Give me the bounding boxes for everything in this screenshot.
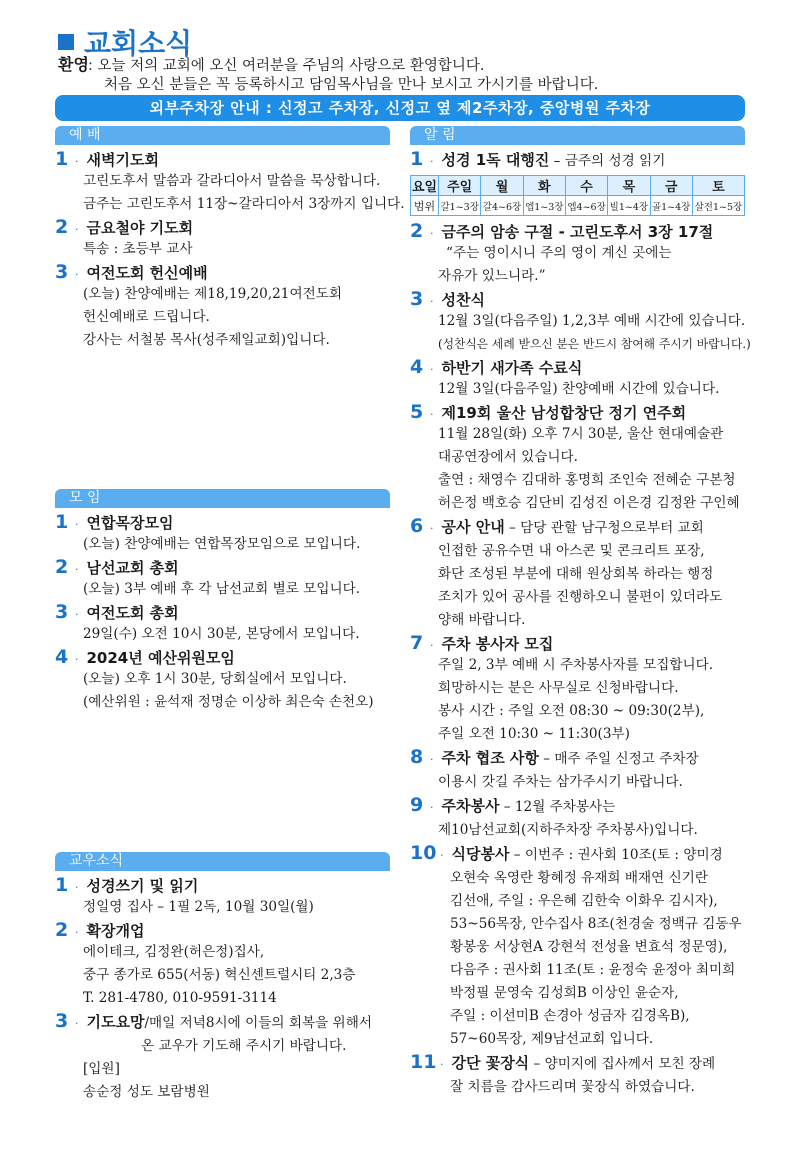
dot-icon: · <box>75 1017 79 1030</box>
item-line: (오늘) 오후 1시 30분, 당회실에서 모입니다. <box>83 671 347 687</box>
item-number: 1 <box>55 874 69 896</box>
item-line: 화단 조성된 부분에 대해 원상회복 하라는 행정 <box>438 566 714 582</box>
item-title: 연합목장모임 <box>86 514 174 532</box>
item-number: 8 <box>410 746 424 768</box>
notice-item-4 <box>410 356 745 378</box>
item-line: (예산위원 : 윤석재 정명순 이상하 최은숙 손천오) <box>83 694 374 710</box>
item-title-rest: – 양미지에 집사께서 모친 장례 <box>529 1056 716 1072</box>
item-line: (성찬식은 세례 받으신 분은 반드시 참여해 주시기 바랍니다.) <box>438 337 751 351</box>
item-line: 금주는 고린도후서 11장~갈라디아서 3장까지 입니다. <box>83 196 405 212</box>
dot-icon: · <box>430 801 434 814</box>
parking-banner: 외부주차장 안내 : 신정고 주차장, 신정고 옆 제2주차장, 중앙병원 주차장 <box>55 95 745 121</box>
dot-icon: · <box>430 522 434 535</box>
meetings-heading: 모 임 <box>55 489 390 508</box>
dot-icon: · <box>75 518 79 531</box>
page-title-text: 교회소식 <box>84 27 193 60</box>
schedule-range: 엡4~6장 <box>565 196 607 216</box>
dot-icon: · <box>75 926 79 939</box>
item-title: 강단 꽃장식 <box>451 1054 530 1072</box>
schedule-range: 갈1~3장 <box>439 196 481 216</box>
item-line: 제10남선교회(지하주차장 주차봉사)입니다. <box>438 822 698 838</box>
item-line: 허은정 백호승 김단비 김성진 이은경 김정완 구인혜 <box>438 495 740 511</box>
dot-icon: · <box>75 881 79 894</box>
dot-icon: · <box>430 227 434 240</box>
item-line: 오현숙 옥영란 황혜정 유재희 배재연 신기란 <box>450 870 708 886</box>
welcome-line-2: 처음 오신 분들은 꼭 등록하시고 담임목사님을 만나 보시고 가시기를 바랍니다. <box>104 77 599 93</box>
schedule-day: 토 <box>692 176 744 196</box>
item-line: (오늘) 3부 예배 후 각 남선교회 별로 모입니다. <box>83 581 361 597</box>
item-line: 조치가 있어 공사를 진행하오니 불편이 있더라도 <box>438 589 723 605</box>
item-title: 주차 봉사자 모집 <box>441 635 554 653</box>
item-number: 2 <box>55 216 69 238</box>
item-number: 4 <box>410 356 424 378</box>
item-line: “주는 영이시니 주의 영이 계신 곳에는 <box>446 245 672 261</box>
item-line: 주일 2, 3부 예배 시 주차봉사자를 모집합니다. <box>438 657 714 673</box>
notices-heading: 알 림 <box>410 126 745 145</box>
item-number: 3 <box>55 1010 69 1032</box>
item-title-rest: – 12월 주차봉사는 <box>499 799 616 815</box>
item-title-rest: – 매주 주일 신정고 주차장 <box>538 751 699 767</box>
item-title: 주차 협조 사항 <box>441 749 539 767</box>
item-title: 여전도회 총회 <box>86 604 179 622</box>
schedule-range-row <box>411 196 745 216</box>
item-line: 이용시 갓길 주차는 삼가주시기 바랍니다. <box>438 774 683 790</box>
item-line: 주일 : 이선미B 손경아 성금자 김경옥B), <box>450 1008 690 1024</box>
meeting-item-4 <box>55 646 390 668</box>
notice-item-1 <box>410 148 745 170</box>
schedule-day: 금 <box>650 176 692 196</box>
item-line: 자유가 있느니라.” <box>438 268 546 284</box>
item-line: 고린도후서 말씀과 갈라디아서 말씀을 묵상합니다. <box>83 173 381 189</box>
item-line: 박정필 문영숙 김성희B 이상인 윤순자, <box>450 985 679 1001</box>
notice-item-3 <box>410 288 745 310</box>
schedule-day: 월 <box>481 176 523 196</box>
item-line: 온 교우가 기도해 주시기 바랍니다. <box>141 1038 347 1054</box>
item-line: 강사는 서철봉 목사(성주제일교회)입니다. <box>83 332 330 348</box>
item-title-rest: – 담당 관할 남구청으로부터 교회 <box>504 520 704 536</box>
item-number: 1 <box>410 148 424 170</box>
schedule-day: 화 <box>523 176 565 196</box>
item-line: T. 281-4780, 010-9591-3114 <box>83 990 277 1006</box>
item-line: 12월 3일(다음주일) 1,2,3부 예배 시간에 있습니다. <box>438 313 746 329</box>
item-number: 9 <box>410 794 424 816</box>
item-number: 1 <box>55 148 69 170</box>
schedule-day: 주일 <box>439 176 481 196</box>
item-title: 성찬식 <box>441 291 485 309</box>
dot-icon: · <box>430 295 434 308</box>
worship-section <box>55 126 405 352</box>
schedule-range: 살전1~5장 <box>692 196 744 216</box>
dot-icon: · <box>430 753 434 766</box>
item-title: 2024년 예산위원모임 <box>86 649 235 667</box>
item-title: 새벽기도회 <box>86 151 159 169</box>
schedule-row-label: 요일 <box>411 176 439 196</box>
dot-icon: · <box>430 363 434 376</box>
item-number: 5 <box>410 401 424 423</box>
dot-icon: · <box>75 608 79 621</box>
schedule-range: 갈4~6장 <box>481 196 523 216</box>
item-number: 7 <box>410 632 424 654</box>
notice-item-8 <box>410 746 745 771</box>
dot-icon: · <box>440 849 444 862</box>
item-line: 김선애, 주일 : 우은혜 김한숙 이화우 김시자), <box>450 893 718 909</box>
meetings-section <box>55 489 390 714</box>
item-title: 주차봉사 <box>441 797 500 815</box>
worship-item-1 <box>55 148 390 170</box>
schedule-day: 수 <box>565 176 607 196</box>
dot-icon: · <box>430 155 434 168</box>
item-line: (오늘) 찬양예배는 연합목장모임으로 모입니다. <box>83 536 361 552</box>
item-line: 12월 3일(다음주일) 찬양예배 시간에 있습니다. <box>438 381 720 397</box>
item-title: 하반기 새가족 수료식 <box>441 359 583 377</box>
item-line: 다음주 : 권사회 11조(토 : 윤정숙 윤정아 최미희 <box>450 962 736 978</box>
notice-item-2 <box>410 220 745 242</box>
meeting-item-2 <box>55 556 390 578</box>
item-title-rest: /매일 저녁8시에 이들의 회복을 위해서 <box>144 1015 372 1031</box>
item-line: 주일 오전 10:30 ~ 11:30(3부) <box>438 726 630 742</box>
item-number: 3 <box>55 261 69 283</box>
item-number: 3 <box>410 288 424 310</box>
member-item-2 <box>55 919 390 941</box>
item-number: 4 <box>55 646 69 668</box>
notice-item-9 <box>410 794 745 819</box>
worship-heading: 예 배 <box>55 126 390 145</box>
schedule-range: 엡1~3장 <box>523 196 565 216</box>
item-title: 금요철야 기도회 <box>86 219 194 237</box>
item-line: 희망하시는 분은 사무실로 신청바랍니다. <box>438 680 679 696</box>
dot-icon: · <box>430 408 434 421</box>
notice-item-10 <box>410 842 745 867</box>
notices-section <box>410 126 751 1099</box>
worship-item-2 <box>55 216 390 238</box>
title-square-icon <box>58 34 74 50</box>
member-item-3 <box>55 1010 390 1035</box>
item-line: 양해 바랍니다. <box>438 612 526 628</box>
schedule-day: 목 <box>608 176 650 196</box>
item-line: 29일(수) 오전 10시 30분, 본당에서 모입니다. <box>83 626 360 642</box>
item-number: 11 <box>410 1051 437 1073</box>
item-line: 헌신예배로 드립니다. <box>83 309 210 325</box>
dot-icon: · <box>430 639 434 652</box>
notice-item-11 <box>410 1051 745 1076</box>
item-title: 금주의 암송 구절 <box>441 223 554 241</box>
item-number: 10 <box>410 842 437 864</box>
meeting-item-3 <box>55 601 390 623</box>
item-title-rest: – 금주의 성경 읽기 <box>549 153 666 169</box>
item-number: 2 <box>55 556 69 578</box>
item-number: 2 <box>410 220 424 242</box>
item-line: 출연 : 채영수 김대하 홍명희 조인숙 전혜순 구본청 <box>438 472 736 488</box>
item-title: 식당봉사 <box>451 845 510 863</box>
item-number: 3 <box>55 601 69 623</box>
item-line: 인접한 공유수면 내 아스콘 및 콘크리트 포장, <box>438 543 705 559</box>
item-title: 기도요망 <box>86 1013 145 1031</box>
item-title: 남선교회 총회 <box>86 559 179 577</box>
item-line: 53~56목장, 안수집사 8조(천경술 정백규 김동우 <box>450 916 742 932</box>
item-line: (오늘) 찬양예배는 제18,19,20,21여전도회 <box>83 286 342 302</box>
bible-schedule-table <box>410 175 745 216</box>
item-title: 공사 안내 <box>441 518 505 536</box>
item-title-rest: - 고린도후서 3장 17절 <box>553 223 714 241</box>
notice-item-5 <box>410 401 745 423</box>
dot-icon: · <box>75 155 79 168</box>
notice-item-7 <box>410 632 745 654</box>
item-title: 성경쓰기 및 읽기 <box>86 877 199 895</box>
worship-item-3 <box>55 261 390 283</box>
meeting-item-1 <box>55 511 390 533</box>
item-line: 57~60목장, 제9남선교회 입니다. <box>450 1031 654 1047</box>
dot-icon: · <box>75 563 79 576</box>
schedule-days-row <box>411 176 745 196</box>
item-line: 봉사 시간 : 주일 오전 08:30 ~ 09:30(2부), <box>438 703 705 719</box>
dot-icon: · <box>75 223 79 236</box>
welcome-label: 환영 <box>58 55 89 74</box>
notice-item-6 <box>410 515 745 540</box>
dot-icon: · <box>75 653 79 666</box>
members-heading: 교우소식 <box>55 852 390 871</box>
item-title: 확장개업 <box>86 922 145 940</box>
item-line: 특송 : 초등부 교사 <box>83 241 193 257</box>
item-title: 여전도회 헌신예배 <box>86 264 208 282</box>
dot-icon: · <box>75 268 79 281</box>
member-item-1 <box>55 874 390 896</box>
item-line: 송순정 성도 보람병원 <box>83 1084 210 1100</box>
members-section <box>55 852 390 1104</box>
item-line: 중구 종가로 655(서동) 혁신센트럴시티 2,3층 <box>83 967 356 983</box>
item-line: 대공연장에서 있습니다. <box>438 449 578 465</box>
item-line: 정일영 집사 – 1필 2독, 10월 30일(월) <box>83 899 314 915</box>
schedule-row-label: 범위 <box>411 196 439 216</box>
item-line: 에이테크, 김정완(허은정)집사, <box>83 944 265 960</box>
item-number: 6 <box>410 515 424 537</box>
item-number: 1 <box>55 511 69 533</box>
schedule-range: 빌1~4장 <box>608 196 650 216</box>
item-title: 성경 1독 대행진 <box>441 151 550 169</box>
item-line: 황봉웅 서상현A 강현석 전성율 변효석 정문영), <box>450 939 728 955</box>
item-title: 제19회 울산 남성합창단 정기 연주회 <box>441 404 687 422</box>
welcome-line-1: : 오늘 저의 교회에 오신 여러분을 주님의 사랑으로 환영합니다. <box>88 58 485 74</box>
dot-icon: · <box>440 1058 444 1071</box>
item-line: [입원] <box>83 1061 120 1077</box>
item-number: 2 <box>55 919 69 941</box>
item-line: 11월 28일(화) 오후 7시 30분, 울산 현대예술관 <box>438 426 724 442</box>
item-title-rest: – 이번주 : 권사회 10조(토 : 양미경 <box>509 847 723 863</box>
schedule-range: 골1~4장 <box>650 196 692 216</box>
item-line: 잘 치름을 감사드리며 꽃장식 하였습니다. <box>450 1079 695 1095</box>
